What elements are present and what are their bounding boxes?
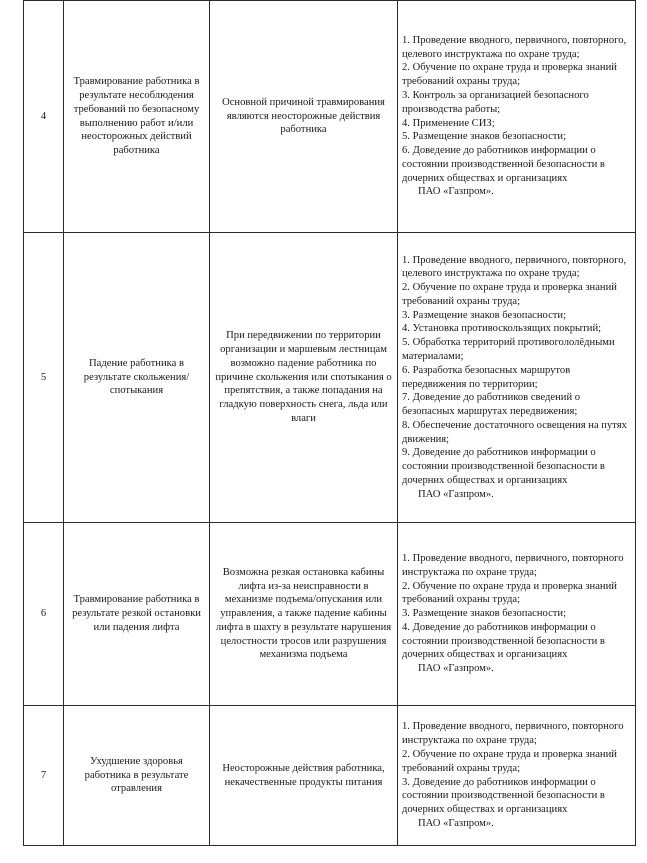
measure-item: 4. Применение СИЗ; [402,117,495,129]
risk-table [23,0,636,846]
measures-list [402,552,631,676]
hazard-cell: Падение работника в результате скольжения/спотыкания [64,233,210,523]
hazard-cell: Травмирование работника в результате резкой остановки или падения лифта [64,523,210,706]
measure-item: 6. Доведение до работников информации о состоянии производственной безопасности в дочерних обществах и организациях [402,145,605,184]
cause-cell: Основной причиной травмирования являются неосторожные действия работника [210,1,398,233]
measures-list [402,720,631,830]
measure-item: 2. Обучение по охране труда и проверка знаний требований охраны труда; [402,282,617,307]
table-row [24,233,636,523]
measure-item: 3. Контроль за организацией безопасного производства работы; [402,89,589,115]
measure-item: 3. Размещение знаков безопасности; [402,608,567,620]
cause-cell: При передвижении по территории организации и маршевым лестницам возможно падение работника по причине скольжения или спотыкания о препятствия, а также попадания на гладкую поверхность снега, льда или влаги [210,233,398,523]
measures-cell [398,1,636,233]
measure-item: 3. Доведение до работников информации о состоянии производственной безопасности в дочерних обществах и организациях [402,776,605,816]
measure-item: ПАО «Газпром». [418,817,494,829]
measure-item: 9. Доведение до работников информации о состоянии производственной безопасности в дочерних обществах и организациях [402,447,605,486]
measures-list [402,254,631,502]
measure-item: 1. Проведение вводного, первичного, повторного, целевого инструктажа по охране труда; [402,254,627,280]
measure-item: 3. Размещение знаков безопасности; [402,309,567,321]
measure-item: 5. Обработка территорий противогололёдными материалами; [402,337,615,362]
measure-item: 1. Проведение вводного, первичного, повторного инструктажа по охране труда; [402,721,624,747]
measure-item: 2. Обучение по охране труда и проверка знаний требований охраны труда; [402,580,617,606]
measures-cell [398,706,636,846]
measure-item: ПАО «Газпром». [418,186,494,198]
measure-item: 2. Обучение по охране труда и проверка знаний требований охраны труда; [402,62,617,88]
measure-item: 7. Доведение до работников сведений о безопасных маршрутах передвижения; [402,392,581,418]
measure-item: 8. Обеспечение достаточного освещения на путях движения; [402,419,627,445]
measure-item: ПАО «Газпром». [418,488,494,500]
measure-item: 4. Доведение до работников информации о состоянии производственной безопасности в дочерних обществах и организациях [402,621,605,661]
measure-item: 2. Обучение по охране труда и проверка знаний требований охраны труда; [402,748,617,774]
table-row [24,523,636,706]
row-number: 4 [24,1,64,233]
cause-cell: Неосторожные действия работника, некачественные продукты питания [210,706,398,846]
measure-item: 5. Размещение знаков безопасности; [402,131,567,143]
cause-cell: Возможна резкая остановка кабины лифта из-за неисправности в механизме подъема/опускания или управления, а также падение кабины лифта в шахту в результате нарушения целостности тросов или разрушения механизма подъема [210,523,398,706]
measures-list [402,34,631,199]
measure-item: 1. Проведение вводного, первичного, повторного инструктажа по охране труда; [402,553,624,578]
hazard-cell: Ухудшение здоровья работника в результате отравления [64,706,210,846]
measure-item: 4. Установка противоскользящих покрытий; [402,323,602,335]
measure-item: ПАО «Газпром». [418,663,494,675]
row-number: 5 [24,233,64,523]
measure-item: 6. Разработка безопасных маршрутов передвижения по территории; [402,364,571,390]
measure-item: 1. Проведение вводного, первичного, повторного, целевого инструктажа по охране труда; [402,34,627,60]
row-number: 7 [24,706,64,846]
hazard-cell: Травмирование работника в результате несоблюдения требований по безопасному выполнению работ и/или неосторожных действий работника [64,1,210,233]
table-row [24,706,636,846]
row-number: 6 [24,523,64,706]
measures-cell [398,233,636,523]
table-row [24,1,636,233]
measures-cell [398,523,636,706]
